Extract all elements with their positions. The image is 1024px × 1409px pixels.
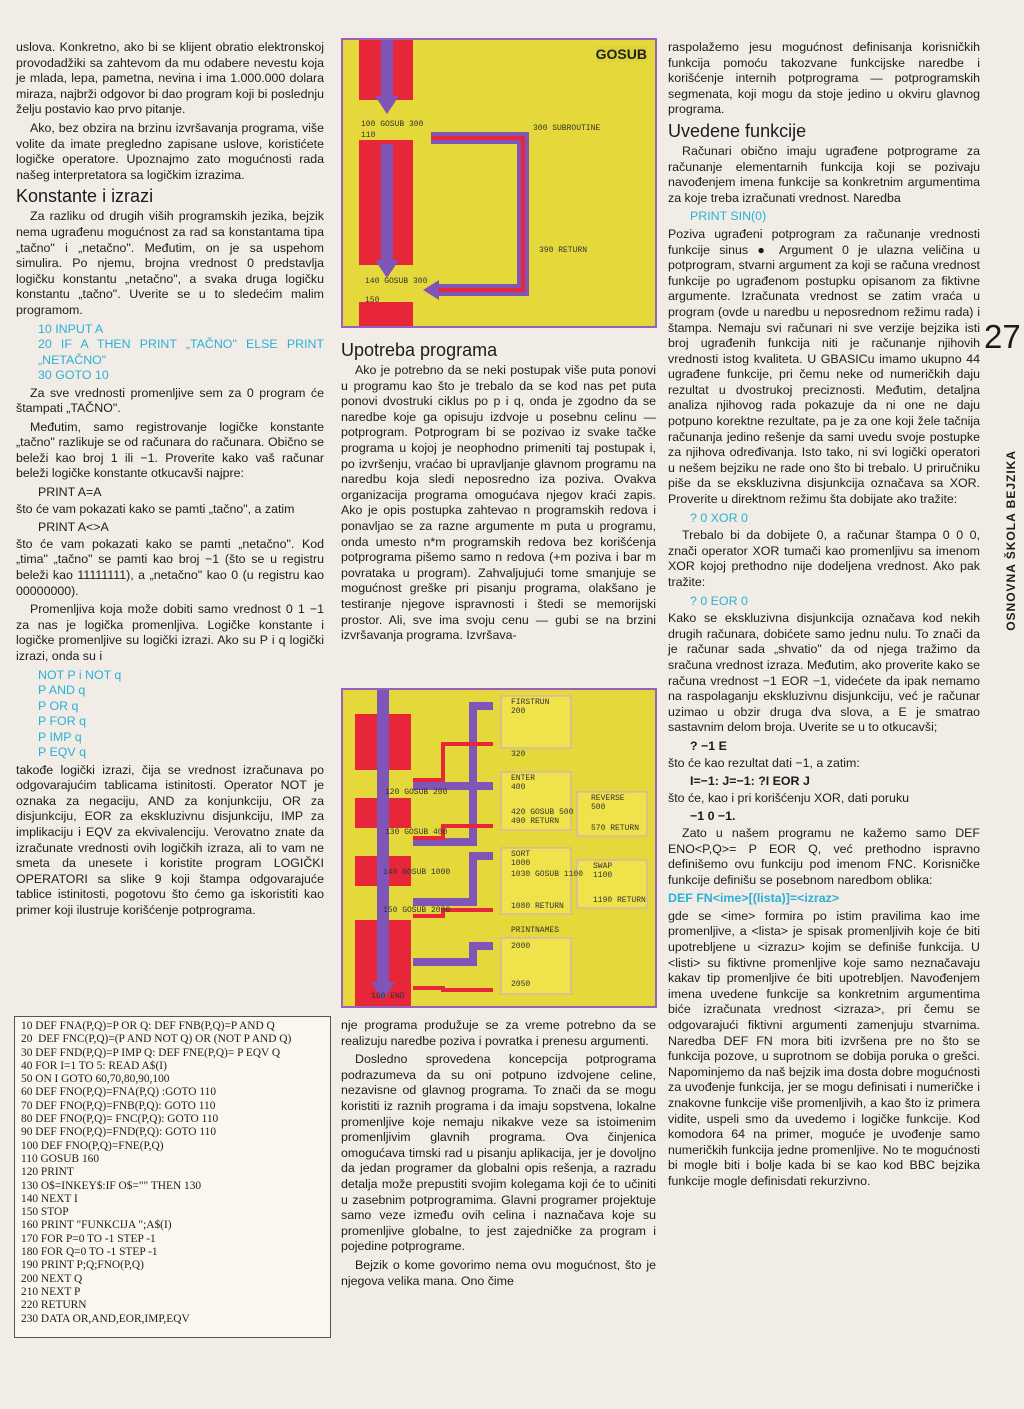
figure-label: 150 GOSUB 2000 [383,906,451,915]
code-line: ? −1 E [690,738,727,753]
figure-label: 570 RETURN [591,824,640,833]
listing-line: 210 NEXT P [21,1285,81,1298]
program-listing [14,1016,331,1338]
listing-line: 230 DATA OR,AND,EOR,IMP,EQV [21,1312,190,1325]
figure-label: 1100 [593,871,613,880]
figure-label: 1030 GOSUB 1100 [511,870,584,879]
figure-label: 1190 RETURN [593,896,646,905]
figure-label: 140 GOSUB 300 [365,277,428,286]
figure-label: 1000 [511,859,531,868]
paragraph: što će, kao i pri korišćenju XOR, dati poruku [668,790,910,805]
code-snippet: 10 INPUT A 20 IF A THEN PRINT „TAČNO" ELSE PRINT „NETAČNO" 30 GOTO 10 [38,321,324,382]
figure-label: 400 [511,783,526,792]
listing-line: 40 FOR I=1 TO 5: READ A$(I) [21,1059,167,1072]
code-line: PRINT A<>A [38,520,109,535]
listing-line: 150 STOP [21,1206,69,1219]
column-left [16,40,324,922]
paragraph: Promenljiva koja može dobiti samo vrednost 0 1 −1 za nas je logička promenljiva. Logičke konstante i logičke promenljive su logički izrazi. Ako su P i q logički izrazi, onda su i [16,602,324,663]
paragraph: Ako je potrebno da se neki postupak više puta ponovi u programu kao što je trebalo da se kod nas pet puta ponovi dvostruki ciklus po p i q, onda je zgodno da se naredbe koje ga opisuju izdvoje u posebnu celinu — potprogram. Potprogram bi se pozivao iz svake tačke programa u kojoj je neophodno primeniti taj postupak i, po izvršenju, vraćao bi upravljanje glavnom programu na naredbu koja sledi neposredno iza poziva. Ovakva organizacija programa omogućava njegov kraći zapis. Ako je opis postupka zahtevao n programskih redova i ponavljao se za razne argumente m puta u programu, onda umesto n*m programskih redova bez korišćenja potprograma pišemo samo n redova (+m poziva i bar m povrataka u program). Zahvaljujući tome smanjuje se mogućnost greške pri pisanju programa, olakšano je testiranje njegove ispravnosti i štedi se memorijski prostor. Ali, sve ima svoju cenu — gubi se na brzini izvršavanja programa. Izvršava- [341,363,656,643]
figure-label: 320 [511,750,526,759]
column-middle-top [341,338,656,647]
paragraph: Trebalo bi da dobijete 0, a računar štampa 0 0 0, znači operator XOR tumači kao promenljivu sa imenom XOR kojoj prethodno nije dodeljena vrednost. Ako pak tražite: [668,528,980,589]
paragraph: nje programa produžuje se za vreme potrebno da se realizuju naredbe poziva i povratka i prenesu argumenti. [341,1018,656,1048]
paragraph: Zato u našem programu ne kažemo samo DEF ENO<P,Q>= P EOR Q, već prethodno ispravno definišemo ovu funkciju pod imenom FNC. Korisničke funkcije definišu se posebnom naredbom oblika: [668,825,980,887]
listing-line: 190 PRINT P;Q;FNO(P,Q) [21,1259,144,1272]
figure-label: 390 RETURN [539,246,588,255]
column-middle-bottom [341,1018,656,1292]
listing-line: 130 O$=INKEY$:IF O$="" THEN 130 [21,1179,202,1192]
paragraph: raspolažemo jesu mogućnost definisanja korisničkih funkcija pomoću takozvane funkcijske naredbe i korišćenje internih potprograma — potprogramskih segmenata, koji mogu da stoje jedino u okviru glavnog programa. [668,40,980,117]
paragraph: uslova. Konkretno, ako bi se klijent obratio elektronskoj provodadžiki sa zahtevom da mu odabere nevestu koja je mlada, lepa, pametna, nevina i ima 1.000.000 dolara miraza, najbrži odgovor bi dao program koji bi poslednju želju postavio kao prvo pitanje. [16,40,324,117]
section-title-vertical [964,450,1024,631]
listing-line: 160 PRINT "FUNKCIJA ";A$(I) [21,1219,172,1232]
page-number: 27 [984,318,1021,355]
code-line: PRINT SIN(0) [690,209,767,224]
structure-diagram [343,690,655,1006]
figure-label: 140 GOSUB 1000 [383,868,451,877]
listing-line: 110 GOSUB 160 [21,1152,100,1165]
code-snippet: NOT P i NOT q P AND q P OR q P FOR q P IMP q P EQV q [38,667,122,760]
paragraph: Za sve vrednosti promenljive sem za 0 program će štampati „TAČNO". [16,385,324,416]
column-right [668,40,980,1193]
code-line: ? 0 EOR 0 [690,593,748,608]
listing-line: 70 DEF FNO(P,Q)=FNB(P,Q): GOTO 110 [21,1099,216,1112]
code-line: DEF FN<ime>[(lista)]=<izraz> [668,891,840,906]
listing-line: 80 DEF FNO(P,Q)= FNC(P,Q): GOTO 110 [21,1113,219,1126]
figure-label: 120 GOSUB 200 [385,788,448,797]
listing-line: 140 NEXT I [21,1192,78,1205]
figure-label: 160 END [371,992,405,1001]
figure-label: FIRSTRUN [511,698,550,707]
figure-label: 110 [361,131,376,140]
figure-label: 1080 RETURN [511,902,564,911]
code-line: PRINT A=A [38,485,102,500]
figure-label: 150 [365,296,380,305]
paragraph: Dosledno sprovedena koncepcija potprograma podrazumeva da su oni potpuno izdvojene celine, nezavisne od glavnog programa. To znači da se mogu koristiti iz raznih programa i da imaju sopstvena, lokalne promenljive koje nemaju nikakve veze sa istoimenim promenljivim glavnih programa. Ova činjenica omogućava timski rad u pisanju aplikacija, jer je dovoljno da jedan programer da globalni opis rešenja, a razradu detalja može prepustiti svojim kolegama koji će to učiniti u zasebnim potprogramima. Glavni programer projektuje samo veze između ovih celina i naznačava koje su promenljive globalne, to jest zajedničke za program i pojedine potprograme. [341,1052,656,1254]
figure-label: ENTER [511,774,536,783]
listing-line: 30 DEF FND(P,Q)=P IMP Q: DEF FNE(P,Q)= P EQV Q [21,1046,281,1059]
listing-line: 170 FOR P=0 TO -1 STEP -1 [21,1232,156,1245]
figure-label: 500 [591,803,606,812]
paragraph: što će vam pokazati kako se pamti „netačno". Kod „tima" „tačno" se pamti kao broj −1 (što se u registru beleži kao 11111111), a „netačno" kao 0 (u registru kao 00000000). [16,536,324,598]
paragraph: Računari obično imaju ugrađene potprograme za računanje elementarnih funkcija koji se pozivaju navođenjem imena funkcije sa konkretnim argumentima za koje treba izračunati vrednost. Naredba [668,143,980,205]
figure-label: 300 SUBROUTINE [533,124,601,133]
figure-label: REVERSE [591,794,625,803]
section-heading: Upotreba programa [341,340,498,360]
code-line: ? 0 XOR 0 [690,510,748,525]
paragraph: Za razliku od drugih viših programskih jezika, bejzik nema ugrađenu mogućnost za rad sa konstantama tipa „tačno" i „netačno". Međutim, on je sa uspehom simulira. Po njemu, brojna vrednost 0 predstavlja logičku konstantu „netačno", a svaka druga logičku konstantu „tačno". Uverite se u to sledećim malim programom. [16,209,324,317]
paragraph: takođe logički izrazi, čija se vrednost izračunava po odgovarajućim tablicama istinitosti. Operator NOT je oznaka za negaciju, AND za konjunkciju, OR za disjunkciju, EOR za ekskluzivnu disjunkciju, IMP za implikaciju i EQV za ekvivalenciju. Verovatno znate da izračunate vrednosti ovih logičkih izraza, ali to vam ne smeta da unesete i koristite program LOGIČKI OPERATORI sa slike 9 koji štampa odgovarajuće tablice istinitosti, pogotovu što ćemo ga iskoristiti kao primer koji ilustruje korišćenje potprograma. [16,762,324,917]
figure-tag: GOSUB [595,46,647,62]
section-title-text: OSNOVNA ŠKOLA BEJZIKA [1004,450,1018,631]
paragraph: što će kao rezultat dati −1, a zatim: [668,755,860,770]
listing-line: 60 DEF FNO(P,Q)=FNA(P,Q) :GOTO 110 [21,1086,217,1099]
section-heading: Uvedene funkcije [668,120,807,141]
listing-line: 20 DEF FNC(P,Q)=(P AND NOT Q) OR (NOT P AND Q) [21,1033,292,1046]
listing-line: 200 NEXT Q [21,1272,83,1285]
paragraph: Kako se ekskluzivna disjunkcija označava kod nekih drugih računara, dobićete samo jednu nulu. To znači da je računar sada „shvatio" da od njega tražimo da sračuna vrednost izraza. Međutim, ako proverite kako se računa vrednost −1 EOR −1, videćete da ipak nemamo na raspolaganju ekskluzivnu disjunkciju, već je računar uzimao u obzir druga dva slova, a E je smatrao sastavnim delom broja. Uverite se u to otkucavši; [668,611,980,735]
listing-line: 50 ON I GOTO 60,70,80,90,100 [21,1073,170,1086]
paragraph: gde se <ime> formira po istim pravilima kao ime promenljive, a <lista> je spisak promenljivih koje će biti upotrebljene u <izrazu> kojim se definiše funkcija. U <listi> su fiktivne promenljive koje samo neznačavaju kakav tip promenljive će biti upotrebljen. Navođenjem imena uvedene funkcije sa konkretnim argumentima biće izračunata vrednost <izraza>, pri čemu se odgovarajući fiktivni argumenti zamenjuju stvarnima. Naredba DEF FN mora biti izvršena pre no što se funkcija pozove, u suprotnom se dobija poruka o grešci. Napominjemo da naš bejzik ima dosta dobre mogućnosti za uvođenje funkcija, jer se mogu definisati i numeričke i znakovne funkcije više promenljivih, a kao što iz primera vidite, uspeli smo da uvedemo i logičke funkcije. Kod komodora 64 na primer, moguće je uvođenje samo numeričkih funkcija jedne promenljive. No te mogućnosti bi mogle biti i bolje kada bi se kao kod BBC bejzika funkcije mogle definisdati rekurzivno. [668,908,980,1188]
figure-label: 2050 [511,980,531,989]
figure-label: SWAP [593,862,613,871]
figure-label: 100 GOSUB 300 [361,120,424,129]
paragraph: što će vam pokazati kako se pamti „tačno", a zatim [16,501,295,516]
figure-label: 2000 [511,942,531,951]
listing-line: 100 DEF FNO(P,Q)=FNE(P,Q) [21,1139,164,1152]
figure-label: 130 GOSUB 400 [385,828,448,837]
figure-label: 200 [511,707,526,716]
paragraph: Bejzik o kome govorimo nema ovu mogućnost, što je njegova velika mana. Ono čime [341,1257,656,1288]
code-line: −1 0 −1. [690,809,736,824]
listing-line: 120 PRINT [21,1166,74,1179]
listing-line: 90 DEF FNO(P,Q)=FND(P,Q): GOTO 110 [21,1126,217,1139]
program-structure-figure [341,688,657,1008]
figure-label: 420 GOSUB 500 [511,808,574,817]
figure-label: SORT [511,850,531,859]
figure-label: PRINTNAMES [511,926,560,935]
paragraph: Međutim, samo registrovanje logičke konstante „tačno" razlikuje se od računara do računara. Obično se beleži kao broj 1 ili −1. Proverite kako vaš računar beleži logičke konstante otkucavši najpre: [16,419,324,481]
code-line: I=−1: J=−1: ?I EOR J [690,774,810,789]
paragraph: Ako, bez obzira na brzinu izvršavanja programa, više volite da imate pregledno zapisane uslove, koristićete logičke operatore. Upoznajmo zato mogućnosti rada našeg interpretatora sa logičkim izrazima. [16,120,324,182]
figure-label: 490 RETURN [511,817,560,826]
listing-line: 180 FOR Q=0 TO -1 STEP -1 [21,1246,158,1259]
listing-line: 220 RETURN [21,1299,87,1312]
gosub-figure [341,38,657,328]
listing-line: 10 DEF FNA(P,Q)=P OR Q: DEF FNB(P,Q)=P AND Q [21,1020,275,1032]
section-heading: Konstante i izrazi [16,186,154,207]
paragraph: Poziva ugrađeni potprogram za računanje vrednosti funkcije sinus ● Argument 0 je ulazna veličina u potprogram, stvarni argument za koji se računa vrednost funkcije po ugrađenom postupku opisanom za fiktivne argumente. Izračunata vrednost se zatim vraća u program (ovde u naredbu u neposrednom režimu rada) i štampa. Nemaju svi računari ni sve verzije bejzika isti broj ugrađenih funkcija niti je računanje njihovih vrednosti istog kvaliteta. U GBASICu imamo ukupno 44 ugrađene funkcije, pri čemu neke od numeričkih daju rezultat u dvostrukoj preciznosti. Međutim, detaljna analiza njihovog rada pokazuje da ni one ne daju potpuno korektne rezultate, pa je za one koji žele tačnija računanja jedino rešenje da sami uvedu svoje postupke za njihova određivanja. Isto tako, ni svi logički operatori u nešem bejziku ne rade ono što bi trebalo. U priručniku piše da se ekskluzivna disjunkcija označava sa XOR. Proverite u direktnom režimu šta dobijate ako tražite: [668,226,980,507]
